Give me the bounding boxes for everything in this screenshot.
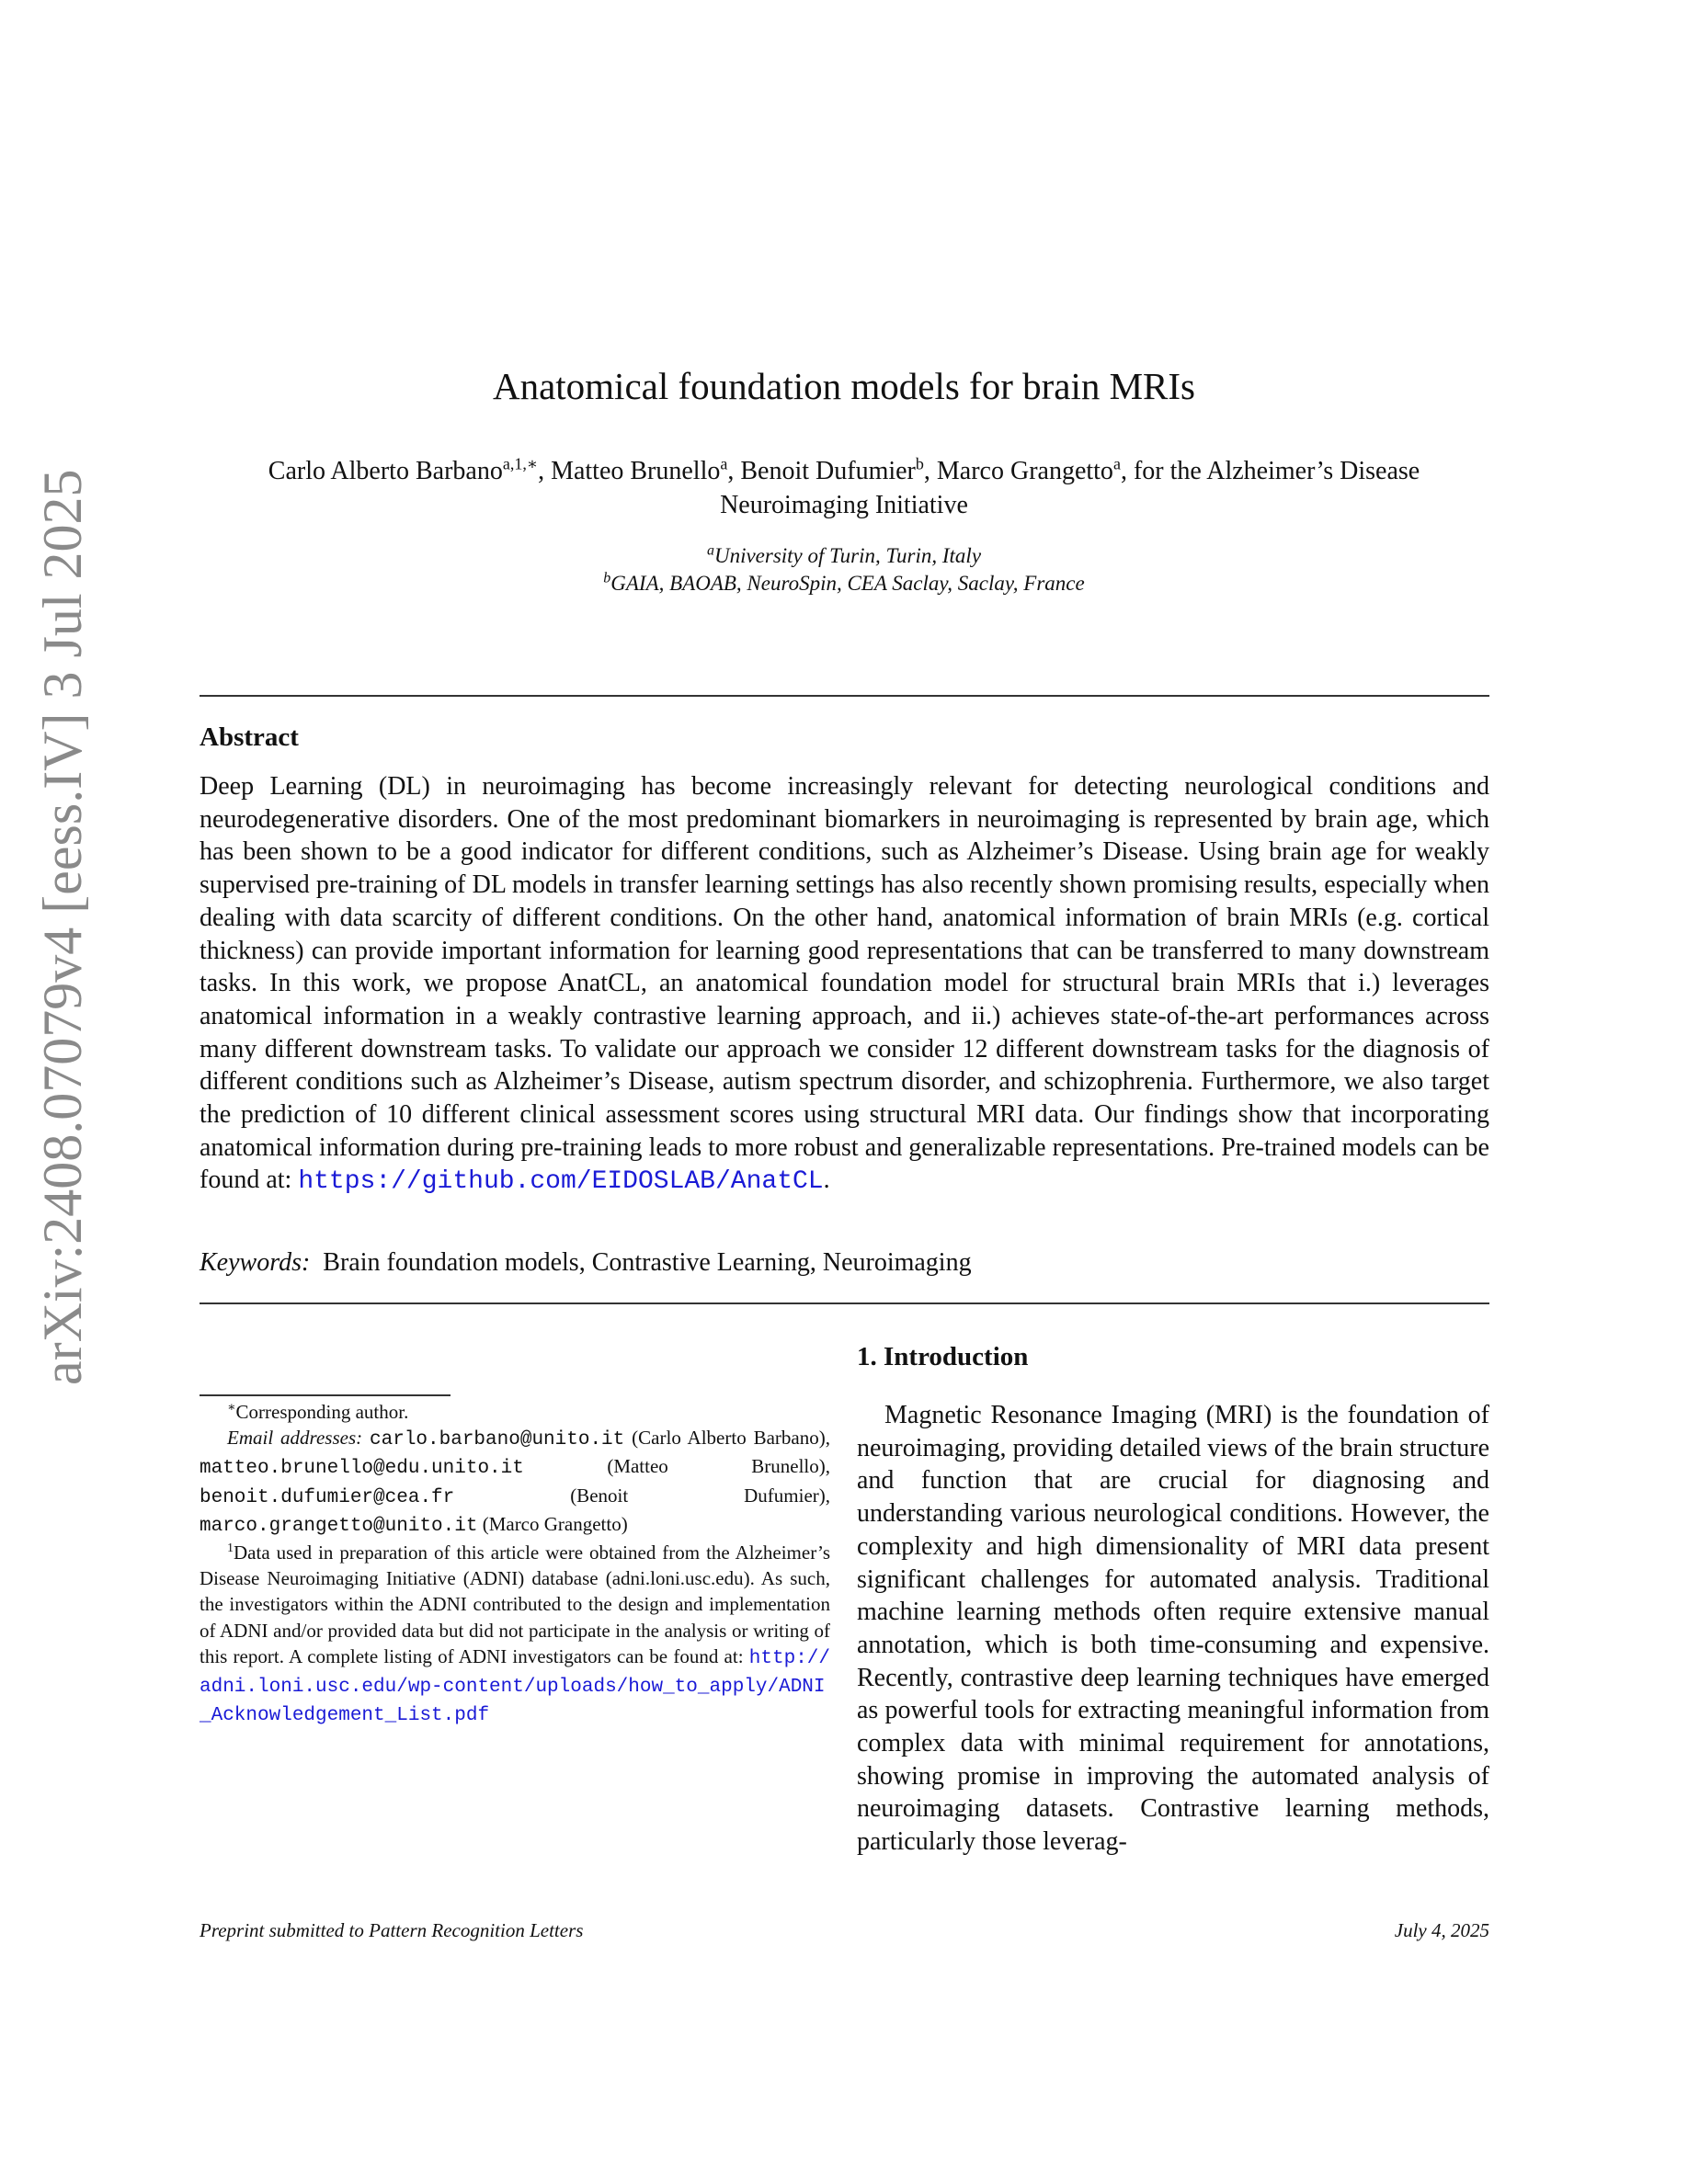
abstract-heading: Abstract: [200, 722, 299, 752]
paper-title: Anatomical foundation models for brain MRIs: [492, 365, 1196, 407]
footer-journal: Preprint submitted to Pattern Recognition Letters: [200, 1919, 584, 1941]
introduction-text: Magnetic Resonance Imaging (MRI) is the foundation of neuroimaging, providing detailed views of the brain structure and function that are crucial for diagnosing and understanding various neurological conditions. However, the complexity and high dimensionality of MRI data present significant challenges for automated analysis. Traditional machine learning methods often require extensive manual annotation, which is both time-consuming and expensive. Recently, contrastive deep learning techniques have emerged as powerful tools for extracting meaningful information from complex data with minimal requirement for annotations, showing promise in improving the automated analysis of neuroimaging datasets. Contrastive learning methods, particularly those leverag-: [857, 1401, 1489, 1857]
consortium-name: for the Alzheimer’s Disease Neuroimaging Initiative: [720, 457, 1420, 519]
affiliation-list: [0, 542, 1688, 597]
corresponding-author-note: ∗Corresponding author.: [227, 1401, 409, 1423]
abstract-text: Deep Learning (DL) in neuroimaging has become increasingly relevant for detecting neurological conditions and neurodegenerative disorders. One of the most predominant biomarkers in neuroimaging is represented by brain age, which has been shown to be a good indicator for different conditions, such as Alzheimer’s Disease. Using brain age for weakly supervised pre-training of DL models in transfer learning settings has also recently shown promising results, especially when dealing with data scarcity of different conditions. On the other hand, anatomical information of brain MRIs (e.g. cortical thickness) can provide important information for learning good representations that can be transferred to many downstream tasks. In this work, we propose AnatCL, an anatomical foundation model for structural brain MRIs that i.) leverages anatomical information in a weakly contrastive learning approach, and ii.) achieves state-of-the-art performances across many different downstream tasks. To validate our approach we consider 12 different downstream tasks for the diagnosis of different conditions such as Alzheimer’s Disease, autism spectrum disorder, and schizophrenia. Furthermore, we also target the prediction of 10 different clinical assessment scores using structural MRI data. Our findings show that incorporating anatomical information during pre-training leads to more robust and generalizable representations. Pre-trained models can be found at: https://github.com/EIDOSLAB/AnatCL.: [200, 772, 1489, 1197]
affiliation: $^a$University of Turin, Turin, Italy: [706, 542, 982, 567]
email-address[interactable]: marco.grangetto@unito.it: [200, 1515, 478, 1537]
footnotes: [200, 1399, 830, 1729]
section-heading-introduction: 1. Introduction: [857, 1342, 1029, 1371]
abstract-bottom-rule: [200, 1302, 1489, 1304]
author-affiliation-mark: a,1,∗: [502, 454, 539, 473]
abstract-top-rule: [200, 695, 1489, 697]
footnote-rule: [200, 1394, 451, 1396]
author-name: Marco Grangetto: [936, 457, 1113, 485]
keywords: [200, 1246, 1489, 1280]
author-affiliation-mark: b: [915, 454, 924, 473]
email-address[interactable]: benoit.dufumier@cea.fr: [200, 1486, 455, 1508]
author-affiliation-mark: a: [1112, 454, 1121, 473]
adni-acknowledgement-link[interactable]: http://adni.loni.usc.edu/wp-content/uploads/how_to_apply/ADNI_Acknowledgement_List.pdf: [200, 1647, 830, 1727]
affiliation: $^b$GAIA, BAOAB, NeuroSpin, CEA Saclay, Saclay, France: [603, 570, 1085, 595]
keywords-label: Keywords:: [200, 1248, 311, 1277]
footer-date: July 4, 2025: [1394, 1919, 1489, 1941]
author-name: Benoit Dufumier: [740, 457, 916, 485]
arxiv-stamp: arXiv:2408.07079v4 [eess.IV] 3 Jul 2025: [32, 469, 93, 1385]
author-affiliation-mark: a: [720, 454, 728, 473]
data-source-note: $^1$Data used in preparation of this article were obtained from the Alzheimer’s Disease Neuroimaging Initiative (ADNI) database (adni.loni.usc.edu). As such, the investigators within the ADNI contributed to the design and implementation of ADNI and/or provided data but did not participate in the analysis or writing of this report. A complete listing of ADNI investigators can be found at: http://adni.loni.usc.edu/wp-content/uploads/how_to_apply/ADNI_Acknowledgement_List.pdf: [200, 1541, 830, 1727]
author-list: Carlo Alberto Barbano$^{a,1,∗}$, Matteo Brunello$^a$, Benoit Dufumier$^b$, Marco Grangetto$^a$, for the Alzheimer’s Disease Neuroimaging Initiative: [268, 454, 1420, 519]
author-name: Matteo Brunello: [551, 457, 721, 485]
email-address[interactable]: carlo.barbano@unito.it: [370, 1429, 625, 1451]
code-repository-link[interactable]: https://github.com/EIDOSLAB/AnatCL: [298, 1167, 824, 1197]
author-name: Carlo Alberto Barbano: [268, 457, 503, 485]
email-address[interactable]: matteo.brunello@edu.unito.it: [200, 1458, 524, 1480]
keywords-text: Brain foundation models, Contrastive Learning, Neuroimaging: [323, 1248, 972, 1277]
email-addresses-note: Email addresses: carlo.barbano@unito.it (Carlo Alberto Barbano), matteo.brunello@edu.unito.it (Matteo Brunello), benoit.dufumier@cea.fr (Benoit Dufumier), marco.grangetto@unito.it (Marco Grangetto): [200, 1427, 830, 1537]
